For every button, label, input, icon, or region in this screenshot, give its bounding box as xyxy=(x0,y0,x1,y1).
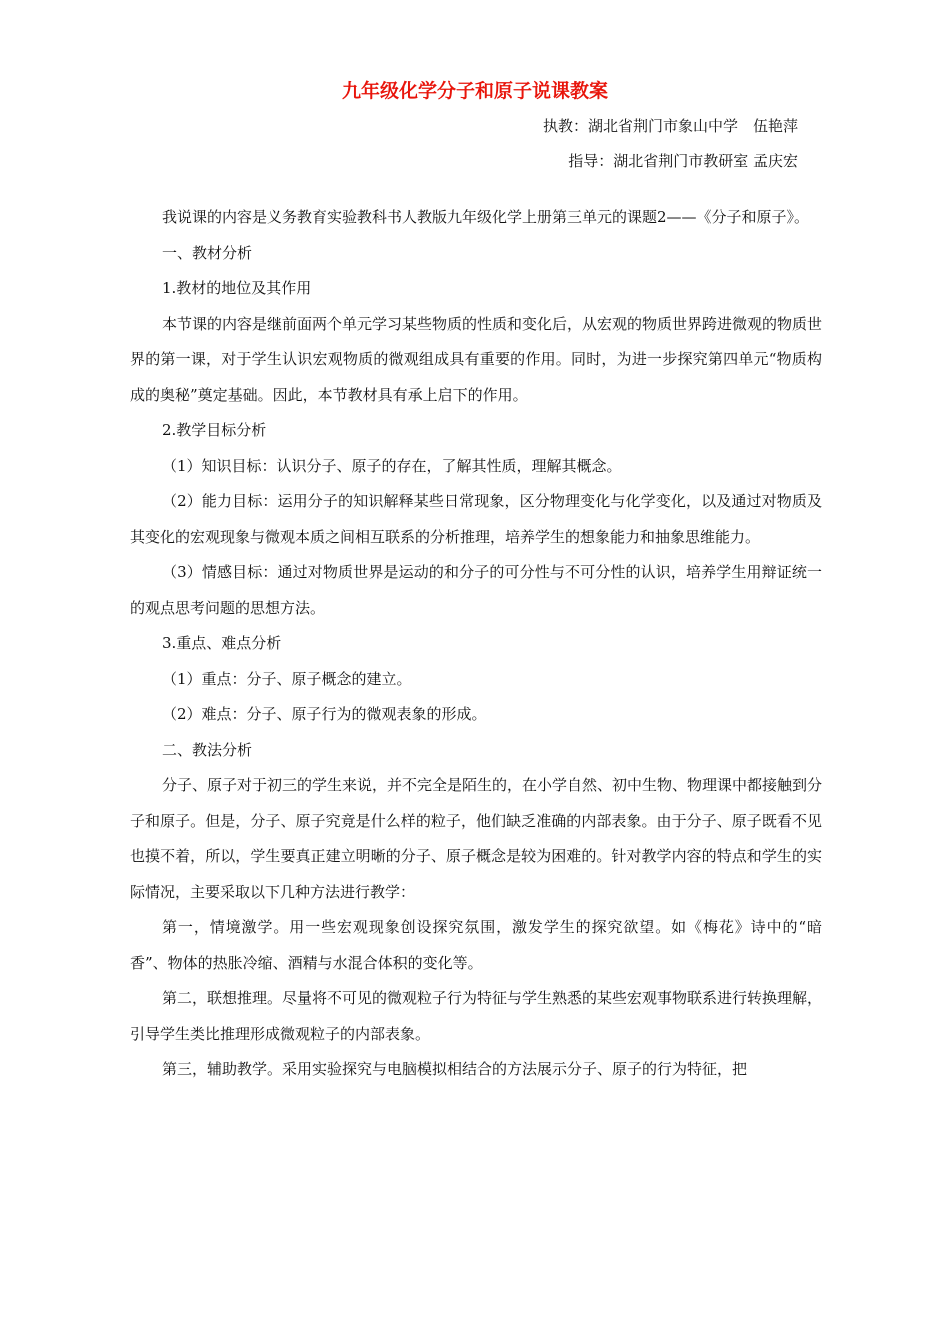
list-item: （2）能力目标：运用分子的知识解释某些日常现象，区分物理变化与化学变化，以及通过对物质及其变化的宏观现象与微观本质之间相互联系的分析推理，培养学生的想象能力和抽象思维能力。 xyxy=(130,492,822,546)
paragraph: 第一，情境激学。用一些宏观现象创设探究氛围，激发学生的探究欲望。如《梅花》诗中的“暗香”、物体的热胀冷缩、酒精与水混合体积的变化等。 xyxy=(130,918,822,972)
section-heading: 二、教法分析 xyxy=(162,740,253,759)
paragraph: 本节课的内容是继前面两个单元学习某些物质的性质和变化后，从宏观的物质世界跨进微观的物质世界的第一课，对于学生认识宏观物质的微观组成具有重要的作用。同时，为进一步探究第四单元“物质构成的奥秘”奠定基础。因此，本节教材具有承上启下的作用。 xyxy=(130,314,823,404)
list-item: （3）情感目标：通过对物质世界是运动的和分子的可分性与不可分性的认识，培养学生用辩证统一的观点思考问题的思想方法。 xyxy=(130,563,822,617)
subsection-heading: 3.重点、难点分析 xyxy=(162,634,282,652)
document-title: 九年级化学分子和原子说课教案 xyxy=(341,80,608,102)
subsection-heading: 1.教材的地位及其作用 xyxy=(162,279,312,297)
subsection-heading: 2.教学目标分析 xyxy=(162,421,267,439)
paragraph: 第二，联想推理。尽量将不可见的微观粒子行为特征与学生熟悉的某些宏观事物联系进行转换理解，引导学生类比推理形成微观粒子的内部表象。 xyxy=(130,989,823,1043)
section-heading: 一、教材分析 xyxy=(162,243,253,262)
author-line: 执教：湖北省荆门市象山中学 伍艳萍 xyxy=(542,117,798,135)
list-item: （2）难点：分子、原子行为的微观表象的形成。 xyxy=(162,705,487,723)
paragraph: 第三，辅助教学。采用实验探究与电脑模拟相结合的方法展示分子、原子的行为特征，把 xyxy=(162,1060,748,1078)
list-item: （1）重点：分子、原子概念的建立。 xyxy=(162,669,412,688)
paragraph: 分子、原子对于初三的学生来说，并不完全是陌生的，在小学自然、初中生物、物理课中都接触到分子和原子。但是，分子、原子究竟是什么样的粒子，他们缺乏准确的内部表象。由于分子、原子既看不见也摸不着，所以，学生要真正建立明晰的分子、原子概念是较为困难的。针对教学内容的特点和学生的实际情况，主要采取以下几种方法进行教学： xyxy=(130,776,823,901)
document-body xyxy=(130,200,822,1088)
advisor-line: 指导：湖北省荆门市教研室 孟庆宏 xyxy=(568,152,798,170)
paragraph-intro: 我说课的内容是义务教育实验教科书人教版九年级化学上册第三单元的课题2——《分子和原子》。 xyxy=(162,208,810,226)
list-item: （1）知识目标：认识分子、原子的存在，了解其性质，理解其概念。 xyxy=(162,456,622,475)
